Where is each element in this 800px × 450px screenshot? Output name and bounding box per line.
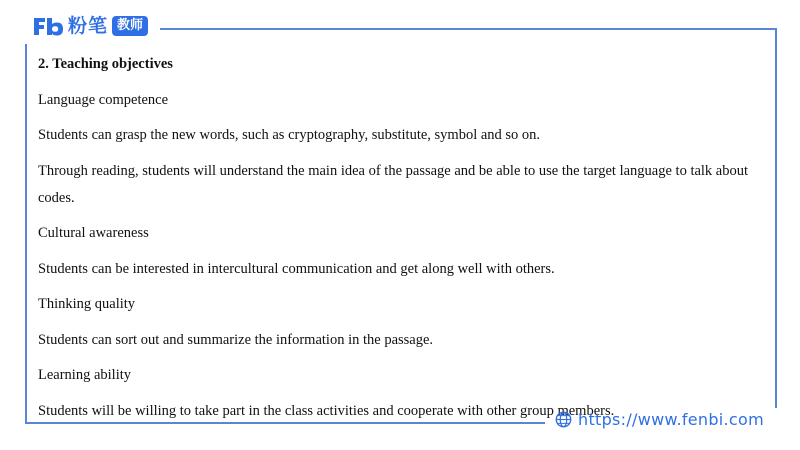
objective-paragraph: Students can sort out and summarize the information in the passage. (38, 331, 434, 348)
footer-url-text[interactable]: https://www.fenbi.com (578, 410, 765, 429)
objective-paragraph: Students will be willing to take part in the class activities and cooperate with other group members. (38, 402, 615, 419)
brand-badge: 教师 (112, 16, 148, 36)
document-body (38, 51, 758, 433)
subheading-cultural-awareness: Cultural awareness (38, 225, 149, 241)
subheading-learning-ability: Learning ability (38, 367, 132, 383)
fenbi-logo-icon (32, 15, 64, 37)
brand-header (32, 15, 148, 37)
frame-right-line (775, 28, 777, 408)
section-heading: 2. Teaching objectives (38, 56, 173, 72)
globe-icon (555, 411, 572, 428)
subheading-language-competence: Language competence (38, 91, 169, 108)
objective-paragraph: Through reading, students will understand the main idea of the passage and be able to use the target language to talk about codes. (38, 162, 749, 206)
frame-top-line (160, 28, 776, 30)
frame-left-line (25, 44, 27, 424)
objective-paragraph: Students can be interested in intercultural communication and get along well with others. (38, 260, 555, 277)
brand-name: 粉笔 (68, 15, 109, 37)
footer-link[interactable] (555, 410, 764, 429)
subheading-thinking-quality: Thinking quality (38, 296, 136, 312)
objective-paragraph: Students can grasp the new words, such as cryptography, substitute, symbol and so on. (38, 127, 541, 143)
